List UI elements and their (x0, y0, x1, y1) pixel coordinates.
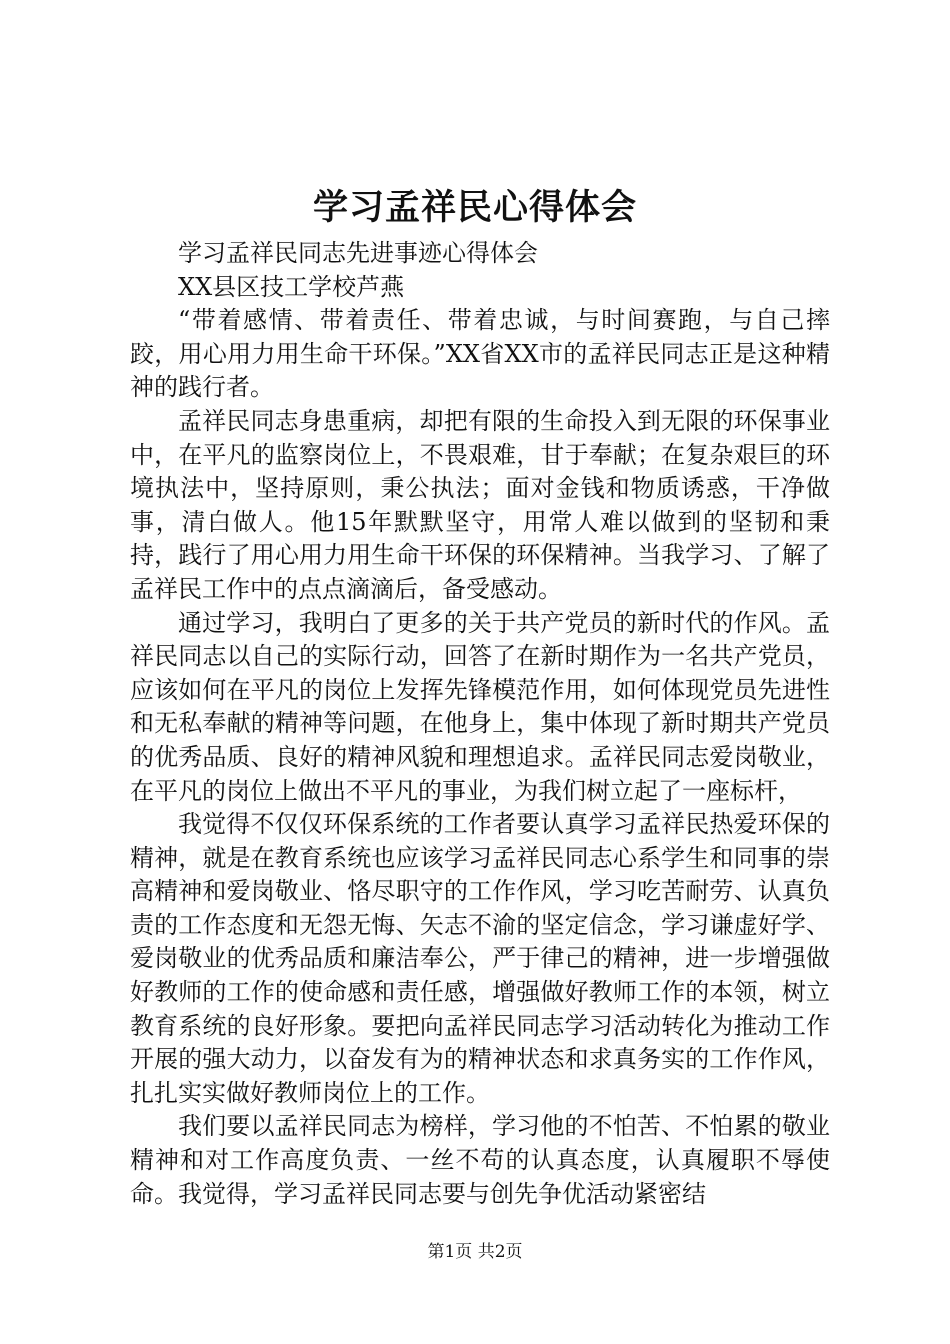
paragraph: 我们要以孟祥民同志为榜样，学习他的不怕苦、不怕累的敬业精神和对工作高度负责、一丝不苟的认真态度，认真履职不辱使命。我觉得，学习孟祥民同志要与创先争优活动紧密结 (130, 1112, 830, 1208)
paragraph: 我觉得不仅仅环保系统的工作者要认真学习孟祥民热爱环保的精神，就是在教育系统也应该学习孟祥民同志心系学生和同事的崇高精神和爱岗敬业、恪尽职守的工作作风，学习吃苦耐劳、认真负责的工作态度和无怨无悔、矢志不渝的坚定信念，学习谦虚好学、爱岗敬业的优秀品质和廉洁奉公，严于律己的精神，进一步增强做好教师的工作的使命感和责任感，增强做好教师工作的本领，树立教育系统的良好形象。要把向孟祥民同志学习活动转化为推动工作开展的强大动力，以奋发有为的精神状态和求真务实的工作作风，扎扎实实做好教师岗位上的工作。 (130, 810, 830, 1107)
document-body (130, 237, 830, 1211)
paragraph: “带着感情、带着责任、带着忠诚，与时间赛跑，与自己摔跤，用心用力用生命干环保。”XX省XX市的孟祥民同志正是这种精神的践行者。 (130, 306, 830, 402)
paragraph: 孟祥民同志身患重病，却把有限的生命投入到无限的环保事业中，在平凡的监察岗位上，不畏艰难，甘于奉献；在复杂艰巨的环境执法中，坚持原则，秉公执法；面对金钱和物质诱惑，干净做事，清白做人。他15年默默坚守，用常人难以做到的坚韧和秉持，践行了用心用力用生命干环保的环保精神。当我学习、了解了孟祥民工作中的点点滴滴后，备受感动。 (130, 406, 830, 603)
paragraph: 通过学习，我明白了更多的关于共产党员的新时代的作风。孟祥民同志以自己的实际行动，回答了在新时期作为一名共产党员，应该如何在平凡的岗位上发挥先锋模范作用，如何体现党员先进性和无私奉献的精神等问题，在他身上，集中体现了新时期共产党员的优秀品质、良好的精神风貌和理想追求。孟祥民同志爱岗敬业，在平凡的岗位上做出不平凡的事业，为我们树立起了一座标杆， (130, 608, 830, 805)
document-title: 学习孟祥民心得体会 (312, 187, 637, 228)
page-footer: 第1页 共2页 (427, 1242, 523, 1262)
article-author: XX县区技工学校芦燕 (178, 272, 405, 301)
article-subtitle: 学习孟祥民同志先进事迹心得体会 (178, 239, 538, 267)
